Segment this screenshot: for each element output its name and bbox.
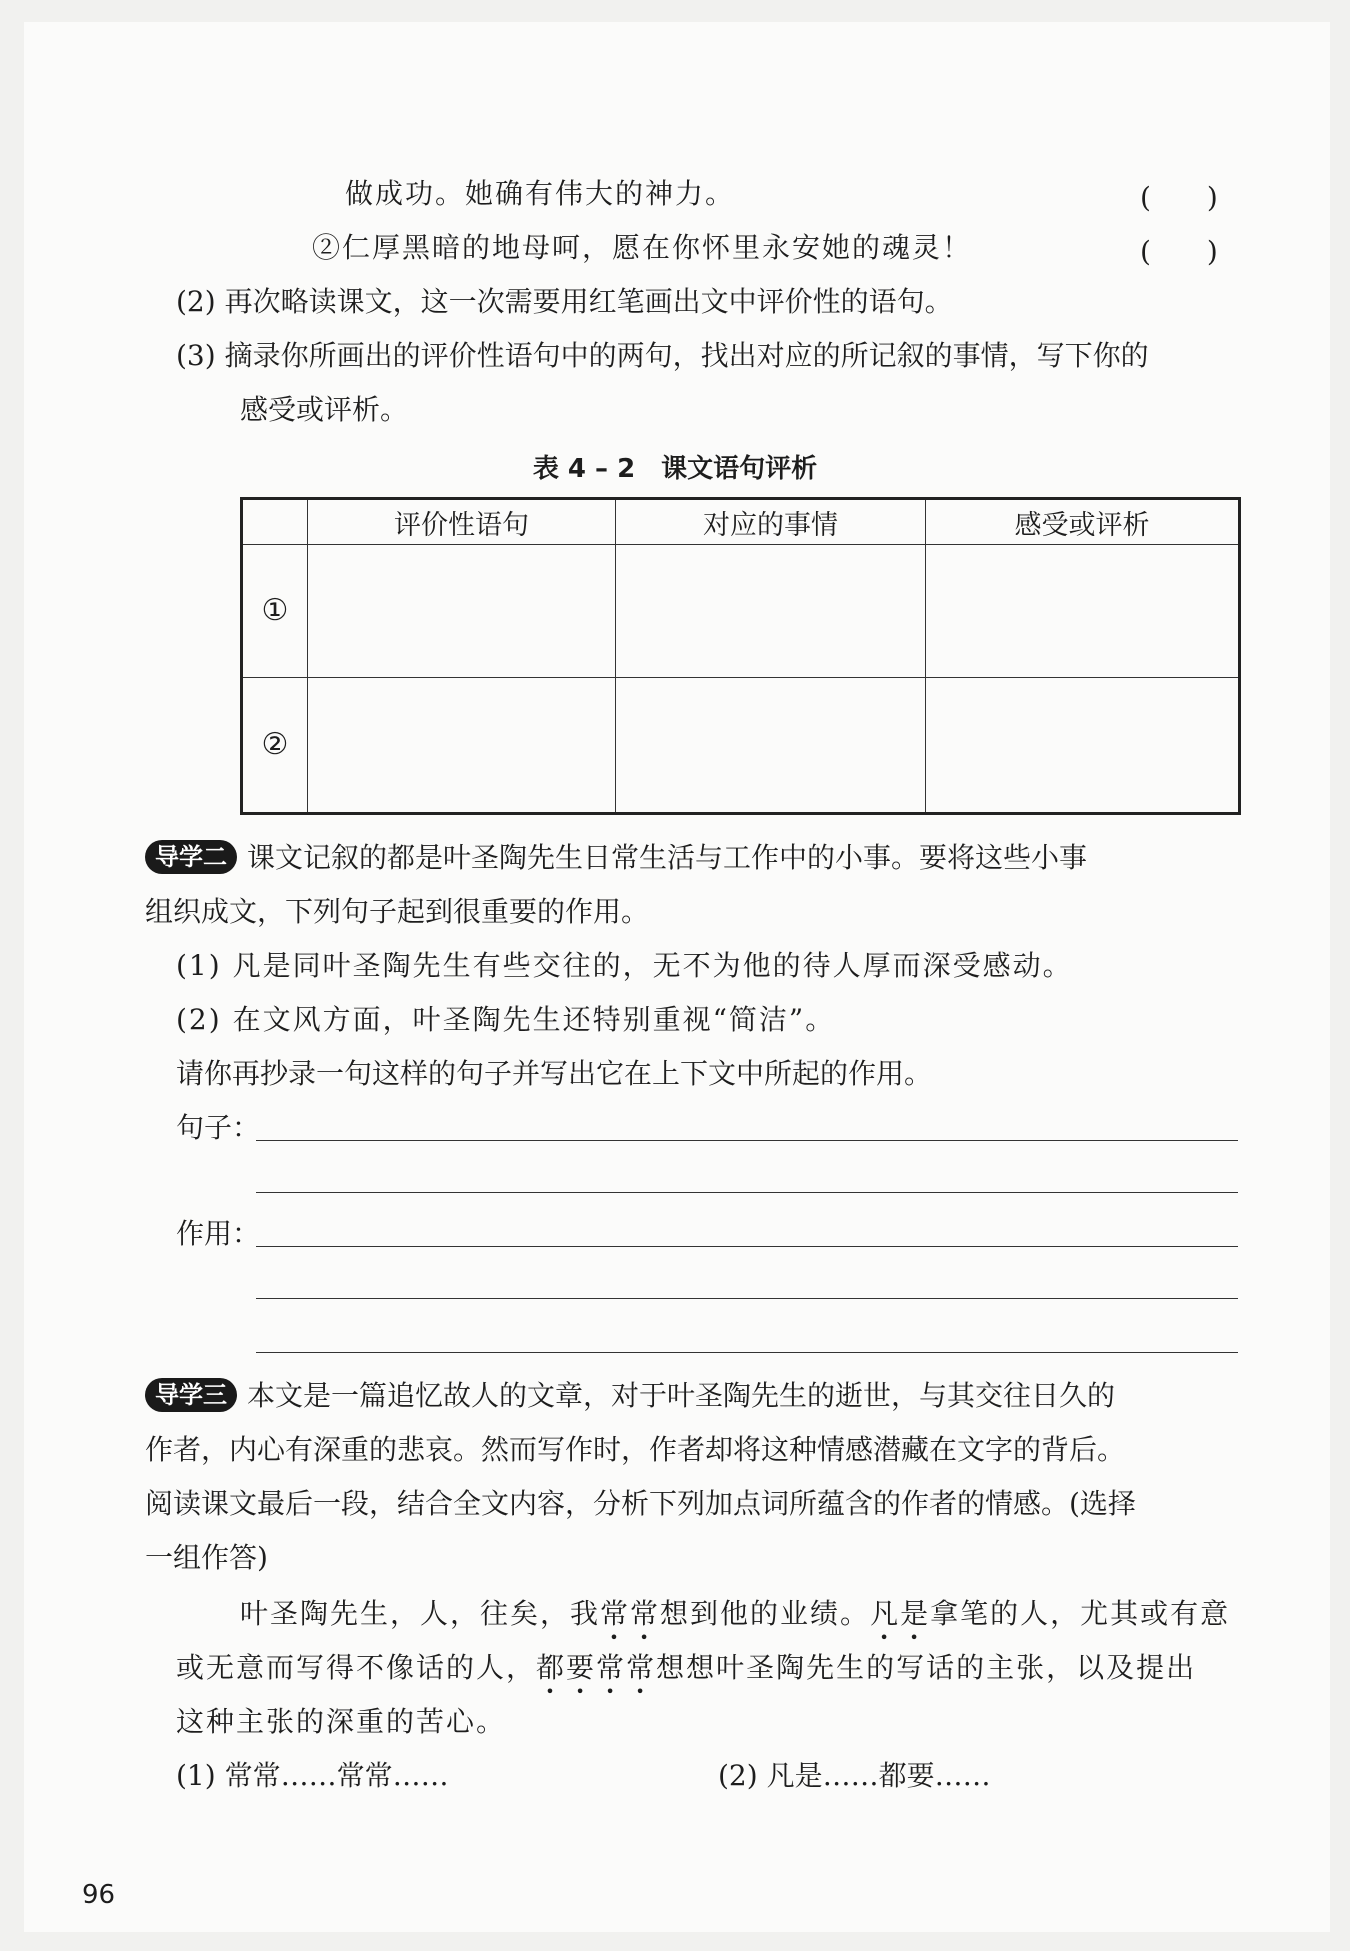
quote-text: 想到他的业绩。 [660,1597,871,1630]
guide3-text-1: 本文是一篇追忆故人的文章，对于叶圣陶先生的逝世，与其交往日久的 [247,1379,1116,1412]
dotted-word: 常 [630,1597,661,1630]
quote-text: 或无意而写得不像话的人， [176,1651,537,1684]
sentence-answer-line-2[interactable] [256,1192,1238,1193]
evaluation-table [240,497,1241,815]
dotted-word: 要 [566,1651,597,1684]
table-header-cell: 感受或评析 [926,499,1240,545]
row-number: ① [242,545,308,678]
answer-cell[interactable] [926,545,1240,678]
q3-line1: (3) 摘录你所画出的评价性语句中的两句，找出对应的所记叙的事情，写下你的 [176,339,1149,372]
quote-line-2 [176,1648,1196,1688]
effect-answer-line[interactable] [256,1246,1238,1247]
guide2-instruction: 请你再抄录一句这样的句子并写出它在上下文中所起的作用。 [176,1057,933,1090]
effect-answer-line-3[interactable] [256,1352,1238,1353]
answer-cell[interactable] [308,545,616,678]
guide2-badge: 导学二 [145,840,237,874]
row-number: ② [242,677,308,813]
guide3-line4: 一组作答) [145,1541,268,1574]
answer-cell[interactable] [308,677,616,813]
answer-cell[interactable] [616,677,926,813]
guide2-text-1: 课文记叙的都是叶圣陶先生日常生活与工作中的小事。要将这些小事 [247,841,1088,874]
table-header-cell [242,499,308,545]
effect-label: 作用： [176,1217,261,1250]
guide2-item2: (2) 在文风方面，叶圣陶先生还特别重视“简洁”。 [176,1003,836,1036]
quote-line-1 [240,1594,1230,1634]
answer-paren-2[interactable]: ( ) [1140,235,1218,268]
dotted-word: 是 [900,1597,931,1630]
guide3-line2: 作者，内心有深重的悲哀。然而写作时，作者却将这种情感潜藏在文字的背后。 [145,1433,1126,1466]
sentence-label: 句子： [176,1111,261,1144]
table-row [242,545,1240,678]
table-header-cell: 评价性语句 [308,499,616,545]
guide3-badge: 导学三 [145,1378,237,1412]
dotted-word: 都 [536,1651,567,1684]
answer-paren-1[interactable]: ( ) [1140,181,1218,214]
table-caption: 表 4 – 2 课文语句评析 [532,454,818,484]
dotted-word: 凡 [870,1597,901,1630]
answer-cell[interactable] [616,545,926,678]
dotted-word: 常 [600,1597,631,1630]
dotted-word: 常 [596,1651,627,1684]
guide2-line1 [145,838,1087,878]
sentence-answer-line[interactable] [256,1140,1238,1141]
table-header-cell: 对应的事情 [616,499,926,545]
table-row [242,677,1240,813]
table-header-row [242,499,1240,545]
dotted-word: 常 [626,1651,657,1684]
answer-cell[interactable] [926,677,1240,813]
option-1: (1) 常常……常常…… [176,1759,449,1792]
guide3-line1 [145,1376,1115,1416]
quote-text: 叶圣陶先生，人，往矣，我 [240,1597,601,1630]
option-2: (2) 凡是……都要…… [718,1759,991,1792]
q1-line-a: 做成功。她确有伟大的神力。 [345,177,736,210]
page-number: 96 [82,1880,116,1910]
quote-text: 想想叶圣陶先生的写话的主张，以及提出 [656,1651,1197,1684]
q3-line2: 感受或评析。 [240,393,409,426]
guide2-item1: (1) 凡是同叶圣陶先生有些交往的，无不为他的待人厚而深受感动。 [176,949,1073,982]
guide2-line2: 组织成文，下列句子起到很重要的作用。 [145,895,650,928]
quote-line-3: 这种主张的深重的苦心。 [176,1705,507,1738]
effect-answer-line-2[interactable] [256,1298,1238,1299]
q2-text: (2) 再次略读课文，这一次需要用红笔画出文中评价性的语句。 [176,285,953,318]
quote-text: 拿笔的人，尤其或有意 [930,1597,1231,1630]
q1-line-b: ②仁厚黑暗的地母呵，愿在你怀里永安她的魂灵！ [312,231,973,264]
guide3-line3: 阅读课文最后一段，结合全文内容，分析下列加点词所蕴含的作者的情感。(选择 [145,1487,1136,1520]
